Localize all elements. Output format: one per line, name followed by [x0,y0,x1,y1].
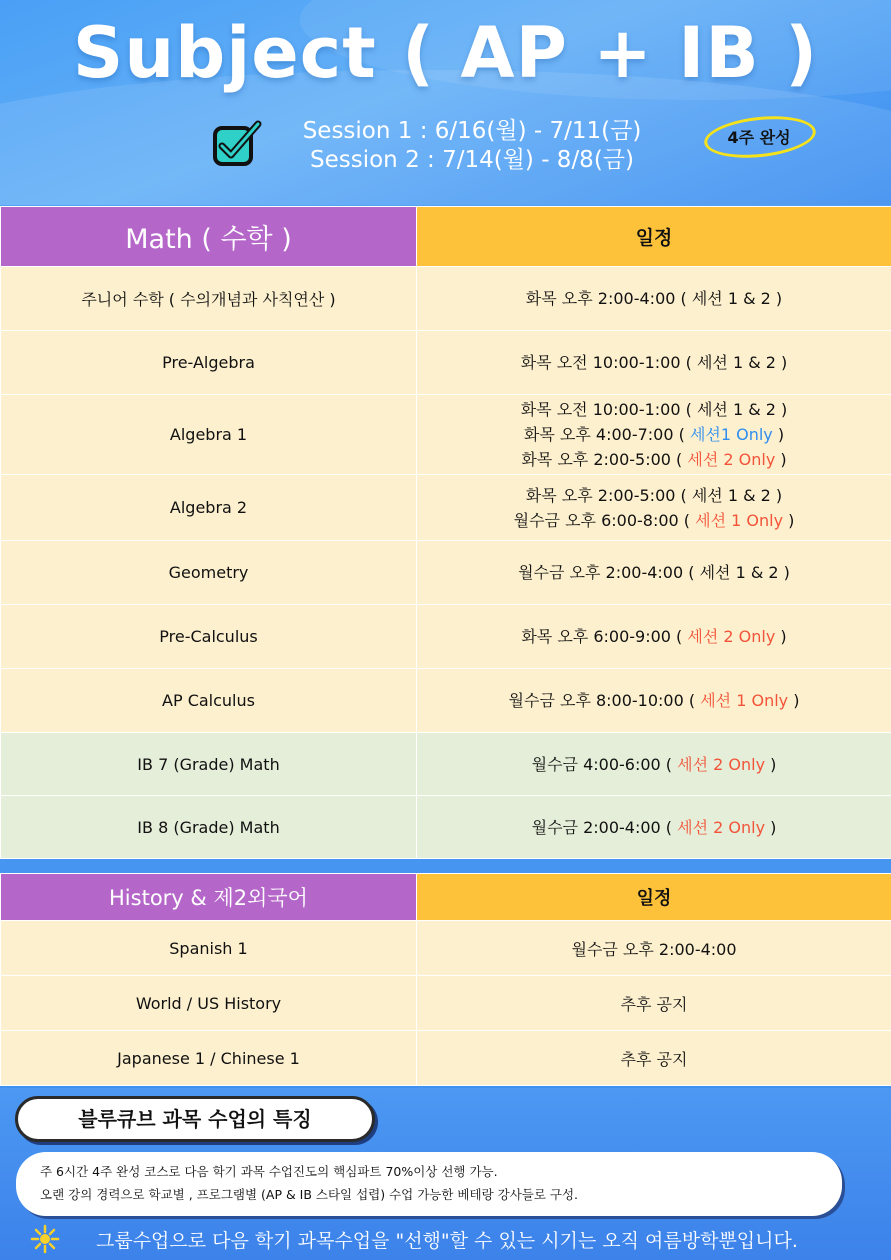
schedule-cell [417,541,891,605]
schedule-time: 월수금 오후 8:00-10:00 ( [508,691,701,710]
schedule-line [417,422,891,447]
session-only-tag: 세션 1 Only [700,691,789,710]
table-row [1,669,891,733]
session-dates [282,117,662,175]
schedule-line [417,752,891,777]
schedule-header: 일정 [417,874,891,921]
schedule-suffix: ) [772,425,785,444]
table-row [1,921,891,976]
subject-cell: AP Calculus [1,669,417,733]
features-box [16,1152,842,1216]
table-row [1,395,891,475]
schedule-suffix: ) [765,817,777,837]
math-header: Math ( 수학 ) [1,207,417,267]
session-only-tag: 세션 2 Only [677,817,766,837]
session-only-tag: 세션 1 Only [695,510,784,530]
subject-cell: IB 7 (Grade) Math [1,733,417,796]
schedule-suffix: ) [775,450,787,469]
schedule-cell [417,475,891,541]
schedule-cell: 추후 공지 [417,1031,891,1086]
schedule-time: 화목 오후 2:00-5:00 ( [521,450,688,469]
session-2-dates: Session 2 : 7/14(월) - 8/8(금) [310,147,634,173]
session-only-tag: 세션1 Only [689,425,773,444]
schedule-time: 화목 오후 4:00-7:00 ( [523,425,690,444]
schedule-line: 화목 오전 10:00-1:00 ( 세션 1 & 2 ) [520,400,788,419]
math-schedule-table [0,206,891,859]
schedule-line: 화목 오후 2:00-4:00 ( 세션 1 & 2 ) [525,289,783,308]
schedule-line: 화목 오후 2:00-5:00 ( 세션 1 & 2 ) [525,485,783,505]
history-header: History & 제2외국어 [1,874,417,921]
schedule-time: 월수금 2:00-4:00 ( [531,817,678,837]
schedule-cell [417,733,891,796]
session-only-tag: 세션 2 Only [677,754,766,774]
schedule-line [417,815,891,840]
sparkle-icon [30,1224,60,1254]
schedule-cell: 추후 공지 [417,976,891,1031]
table-header-row [1,207,891,267]
schedule-header: 일정 [417,207,891,267]
schedule-cell [417,395,891,475]
schedule-line [417,688,891,713]
schedule-cell [417,267,891,331]
schedule-cell [417,796,891,859]
schedule-time: 월수금 4:00-6:00 ( [531,754,678,774]
features-label: 블루큐브 과목 수업의 특징 [15,1096,375,1142]
four-week-badge [698,112,820,158]
schedule-suffix: ) [775,627,787,646]
session-only-tag: 세션 2 Only [687,627,776,646]
feature-line-2: 오랜 강의 경력으로 학교별 , 프로그램별 (AP & IB 스타일 섭렵) 수업 가능한 베테랑 강사들로 구성. [40,1187,579,1202]
schedule-cell [417,605,891,669]
badge-label: 4주 완성 [727,128,791,147]
subject-cell: Japanese 1 / Chinese 1 [1,1031,417,1086]
subject-cell: Algebra 2 [1,475,417,541]
schedule-line: 화목 오전 10:00-1:00 ( 세션 1 & 2 ) [520,353,788,372]
footer-text: 그룹수업으로 다음 학기 과목수업을 "선행"할 수 있는 시기는 오직 여름방학뿐입니다. [96,1230,798,1252]
history-schedule-table [0,873,891,1086]
subject-cell: Pre-Algebra [1,331,417,395]
page-title: Subject ( AP + IB ) [72,12,819,94]
table-row [1,733,891,796]
subject-cell: Spanish 1 [1,921,417,976]
subject-cell: Geometry [1,541,417,605]
session-1-dates: Session 1 : 6/16(월) - 7/11(금) [302,118,642,144]
checkbox-check-icon [212,118,264,168]
table-row [1,475,891,541]
subject-cell: IB 8 (Grade) Math [1,796,417,859]
table-row [1,331,891,395]
table-row [1,1031,891,1086]
subject-cell: 주니어 수학 ( 수의개념과 사칙연산 ) [1,267,417,331]
schedule-line [417,447,891,472]
schedule-cell [417,331,891,395]
schedule-cell [417,669,891,733]
subject-cell: World / US History [1,976,417,1031]
schedule-line: 월수금 오후 2:00-4:00 ( 세션 1 & 2 ) [518,563,790,582]
table-header-row [1,874,891,921]
schedule-time: 월수금 오후 6:00-8:00 ( [513,510,696,530]
table-row [1,267,891,331]
schedule-time: 화목 오후 6:00-9:00 ( [521,627,688,646]
table-row [1,796,891,859]
table-row [1,976,891,1031]
schedule-suffix: ) [765,754,777,774]
schedule-suffix: ) [783,510,795,530]
subject-cell: Pre-Calculus [1,605,417,669]
table-row [1,541,891,605]
feature-line-1: 주 6시간 4주 완성 코스로 다음 학기 과목 수업진도의 핵심파트 70%이상 선행 가능. [40,1164,498,1179]
schedule-suffix: ) [788,691,800,710]
schedule-cell: 월수금 오후 2:00-4:00 [417,921,891,976]
schedule-line [417,508,891,533]
schedule-line [417,624,891,649]
subject-cell: Algebra 1 [1,395,417,475]
session-only-tag: 세션 2 Only [687,450,776,469]
table-row [1,605,891,669]
